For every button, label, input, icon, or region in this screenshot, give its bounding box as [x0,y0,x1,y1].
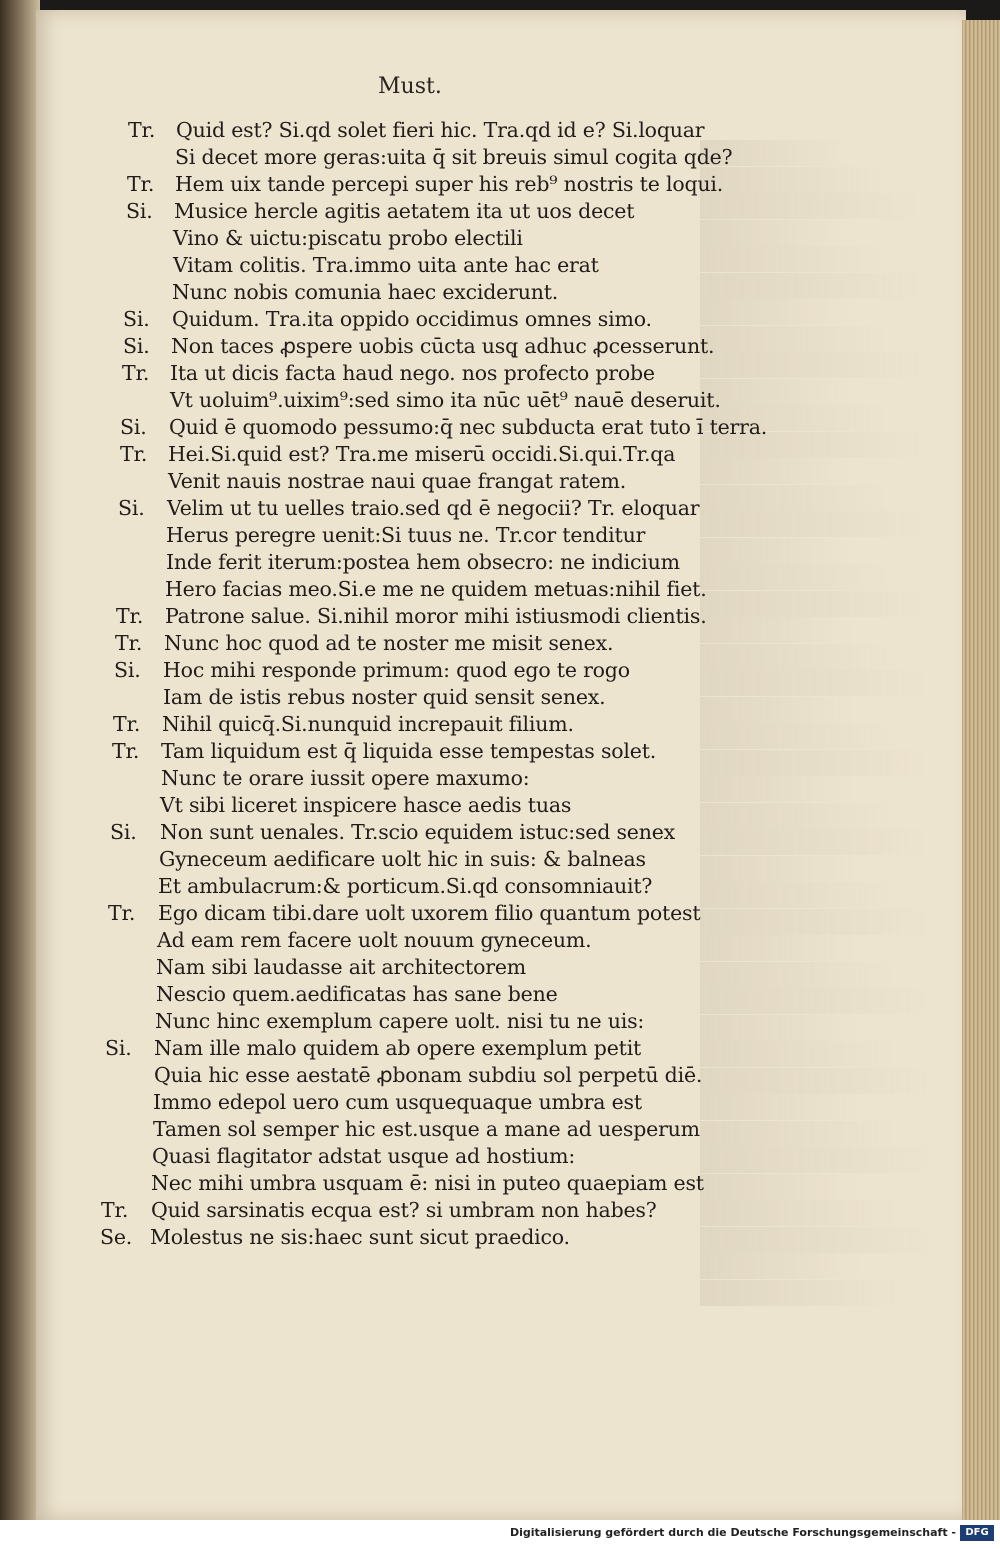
verse-text: Ita ut dicis facta haud nego. nos profecto probe [170,361,655,385]
verse-line [0,386,721,414]
verse-text: Venit nauis nostrae naui quae frangat ratem. [168,469,627,493]
verse-text: Nunc hoc quod ad te noster me misit senex. [164,631,614,655]
verse-line [0,467,700,495]
verse-text: Quia hic esse aestatē ꝓbonam subdiu sol perpetū diē. [154,1063,703,1087]
verse-line [0,170,724,198]
speaker-label: Si. [120,415,147,439]
verse-line [0,305,700,333]
verse-text: Nescio quem.aedificatas has sane bene [156,982,558,1006]
verse-line [0,926,700,954]
speaker-label: Si. [110,820,137,844]
verse-line [0,116,705,144]
verse-text: Non sunt uenales. Tr.scio equidem istuc:sed senex [160,820,676,844]
speaker-label: Tr. [101,1198,129,1222]
verse-line [0,980,700,1008]
verse-line [0,521,700,549]
verse-text: Hero facias meo.Si.e me ne quidem metuas:nihil fiet. [165,577,707,601]
verse-text: Vitam colitis. Tra.immo uita ante hac erat [173,253,599,277]
verse-text: Musice hercle agitis aetatem ita ut uos decet [174,199,635,223]
verse-line [0,224,700,252]
verse-text: Iam de istis rebus noster quid sensit senex. [163,685,606,709]
dfg-logo: DFG [960,1525,994,1541]
verse-line [0,494,700,522]
speaker-label: Tr. [128,118,156,142]
speaker-label: Si. [126,199,153,223]
verse-line [0,899,700,927]
speaker-label: Tr. [127,172,155,196]
verse-line [0,1223,700,1251]
verse-text: Non taces ꝓspere uobis cūcta usq̨ adhuc ꝓcesserunt. [171,334,715,358]
speaker-label: Si. [118,496,145,520]
speaker-label: Tr. [108,901,136,925]
speaker-label: Si. [105,1036,132,1060]
verse-line [0,197,700,225]
verse-line [0,251,700,279]
verse-text: Velim ut tu uelles traio.sed qd ē negocii? Tr. eloquar [167,496,700,520]
verse-text: Patrone salue. Si.nihil moror mihi istiusmodi clientis. [165,604,707,628]
verse-text: Quid est? Si.qd solet fieri hic. Tra.qd id e? Si.loquar [176,118,705,142]
verse-line [0,818,700,846]
verse-line [0,845,700,873]
verse-text: Tamen sol semper hic est.usque a mane ad uesperum [153,1117,700,1141]
verse-line [0,1142,700,1170]
verse-line [0,1007,700,1035]
verse-line [0,575,707,603]
verse-text: Hem uix tande percepi super his reb⁹ nostris te loqui. [175,172,724,196]
verse-line [0,1034,700,1062]
verse-text: Vt uoluim⁹.uixim⁹:sed simo ita nūc uēt⁹ nauē deseruit. [170,388,721,412]
verse-text: Inde ferit iterum:postea hem obsecro: ne indicium [166,550,680,574]
speaker-label: Tr. [115,631,143,655]
verse-text: Hoc mihi responde primum: quod ego te rogo [163,658,630,682]
verse-line [0,683,700,711]
speaker-label: Si. [123,307,150,331]
verse-text: Quasi flagitator adstat usque ad hostium: [152,1144,576,1168]
verse-text: Quid ē quomodo pessumo:q̄ nec subducta erat tuto ī terra. [169,415,768,439]
speaker-label: Si. [123,334,150,358]
verse-line [0,710,700,738]
verse-text: Nihil quicq̄.Si.nunquid increpauit filium. [162,712,574,736]
verse-text: Herus peregre uenit:Si tuus ne. Tr.cor tenditur [166,523,646,547]
verse-line [0,1169,704,1197]
verse-text: Quidum. Tra.ita oppido occidimus omnes simo. [172,307,652,331]
verse-line [0,278,700,306]
verse-text: Et ambulacrum:& porticum.Si.qd consomniauit? [158,874,653,898]
verse-line [0,1115,700,1143]
verse-line [0,764,700,792]
verse-line [0,440,700,468]
verse-text: Molestus ne sis:haec sunt sicut praedico. [150,1225,570,1249]
verse-text: Vino & uictu:piscatu probo electili [173,226,523,250]
speaker-label: Tr. [116,604,144,628]
verse-line [0,548,700,576]
speaker-label: Tr. [113,712,141,736]
verse-text: Gyneceum aedificare uolt hic in suis: & balneas [159,847,646,871]
verse-text: Quid sarsinatis ecqua est? si umbram non habes? [151,1198,657,1222]
verse-line [0,1088,700,1116]
verse-line [0,332,715,360]
verse-line [0,953,700,981]
verse-text: Vt sibi liceret inspicere hasce aedis tuas [160,793,572,817]
verse-text: Nunc te orare iussit opere maxumo: [161,766,530,790]
verse-line [0,656,700,684]
verse-text: Nec mihi umbra usquam ē: nisi in puteo quaepiam est [151,1171,704,1195]
verse-line [0,791,700,819]
verse-line [0,737,700,765]
speaker-label: Tr. [122,361,150,385]
verse-text: Hei.Si.quid est? Tra.me miserū occidi.Si.qui.Tr.qa [168,442,676,466]
verse-line [0,143,733,171]
verse-text: Si decet more geras:uita q̄ sit breuis simul cogita qde? [175,145,733,169]
speaker-label: Se. [100,1225,133,1249]
speaker-label: Tr. [120,442,148,466]
verse-line [0,1196,700,1224]
funding-credit: Digitalisierung gefördert durch die Deutsche Forschungsgemeinschaft - [509,1526,956,1539]
verse-text: Nam ille malo quidem ab opere exemplum petit [154,1036,642,1060]
verse-text: Ad eam rem facere uolt nouum gyneceum. [157,928,592,952]
verse-line [0,872,700,900]
verse-line [0,1061,703,1089]
verse-text: Ego dicam tibi.dare uolt uxorem filio quantum potest [158,901,701,925]
verse-line [0,602,707,630]
verse-line [0,629,700,657]
verse-text: Nunc hinc exemplum capere uolt. nisi tu ne uis: [155,1009,645,1033]
verse-text: Immo edepol uero cum usquequaque umbra est [153,1090,642,1114]
speaker-label: Tr. [112,739,140,763]
running-head: Must. [378,74,442,99]
verse-text: Nam sibi laudasse ait architectorem [156,955,526,979]
verse-text: Tam liquidum est q̄ liquida esse tempestas solet. [161,739,657,763]
verse-text: Nunc nobis comunia haec exciderunt. [172,280,559,304]
speaker-label: Si. [114,658,141,682]
verse-line [0,359,700,387]
verse-line [0,413,768,441]
footer-bar [0,1520,1000,1549]
